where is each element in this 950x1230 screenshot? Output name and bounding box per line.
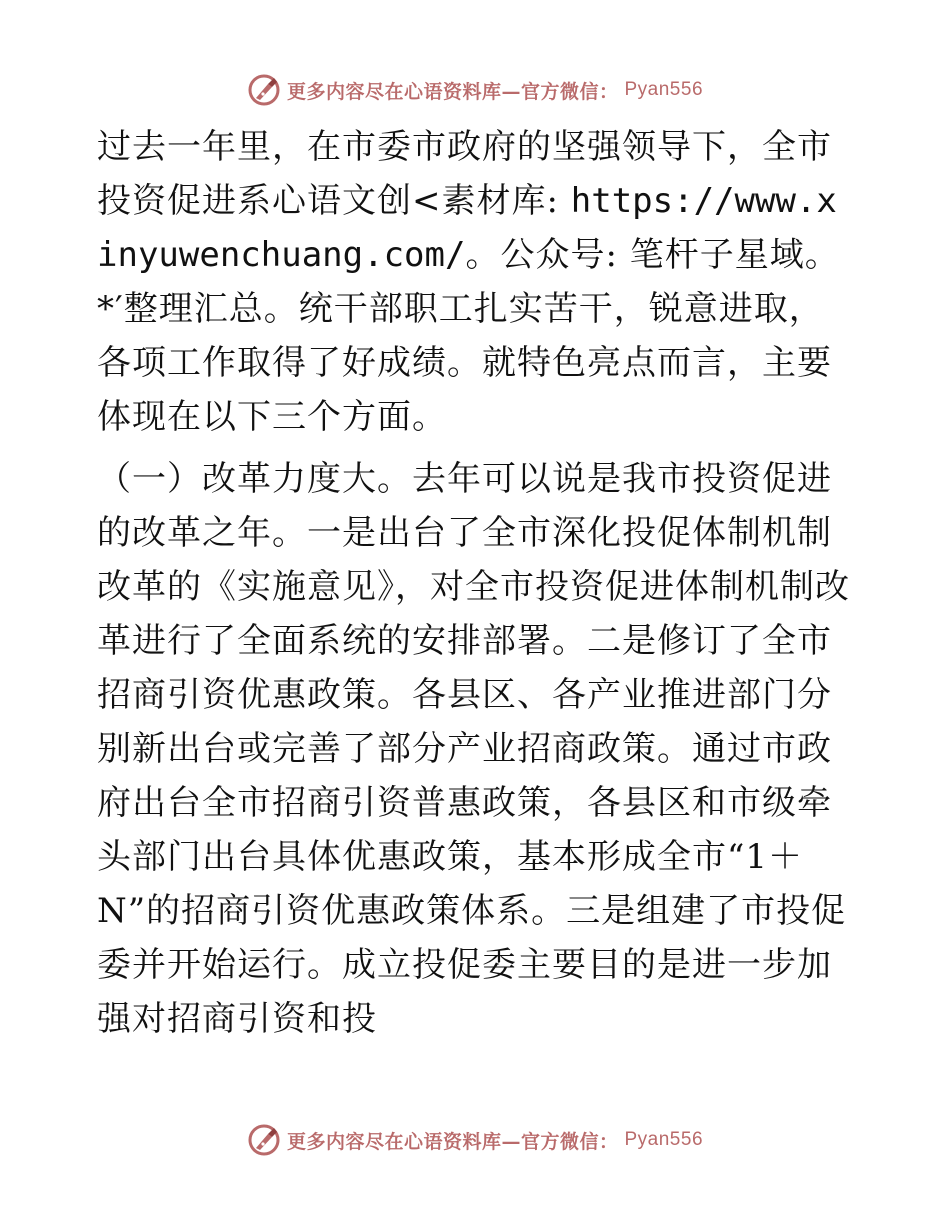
banner-text: 更多内容尽在心语资料库—官方微信： bbox=[286, 1130, 619, 1153]
header-watermark-banner bbox=[0, 70, 950, 110]
banner-text: 更多内容尽在心语资料库—官方微信： bbox=[286, 80, 619, 103]
paragraph-reform: （一）改革力度大。去年可以说是我市投资促进的改革之年。一是出台了全市深化投促体制机制改革的《实施意见》，对全市投资促进体制机制改革进行了全面系统的安排部署。二是修订了全市招商引资优惠政策。各县区、各产业推进部门分别新出台或完善了部分产业招商政策。通过市政府出台全市招商引资普惠政策，各县区和市级牵头部门出台具体优惠政策，基本形成全市“1＋N”的招商引资优惠政策体系。三是组建了市投促委并开始运行。成立投促委主要目的是进一步加强对招商引资和投 bbox=[97, 459, 850, 1039]
document-body bbox=[97, 120, 857, 1046]
pen-nib-logo-icon bbox=[247, 73, 281, 107]
footer-watermark-banner bbox=[0, 1120, 950, 1160]
paragraph-intro bbox=[97, 120, 857, 444]
banner-wechat-id: Pyan556 bbox=[624, 1129, 704, 1150]
pen-nib-logo-icon bbox=[247, 1123, 281, 1157]
source-url: https://www.xinyuwenchuang.com/ bbox=[97, 181, 837, 275]
intro-text-pre: 过去一年里，在市委市政府的坚强领导下，全市投资促进系心语文创<素材库: bbox=[97, 127, 832, 221]
intro-text-post: 。公众号: 笔杆子星域。*′整理汇总。统干部职工扎实苦干，锐意进取，各项工作取得了好成绩。就特色亮点而言，主要体现在以下三个方面。 bbox=[97, 235, 840, 437]
banner-wechat-id: Pyan556 bbox=[624, 79, 704, 100]
